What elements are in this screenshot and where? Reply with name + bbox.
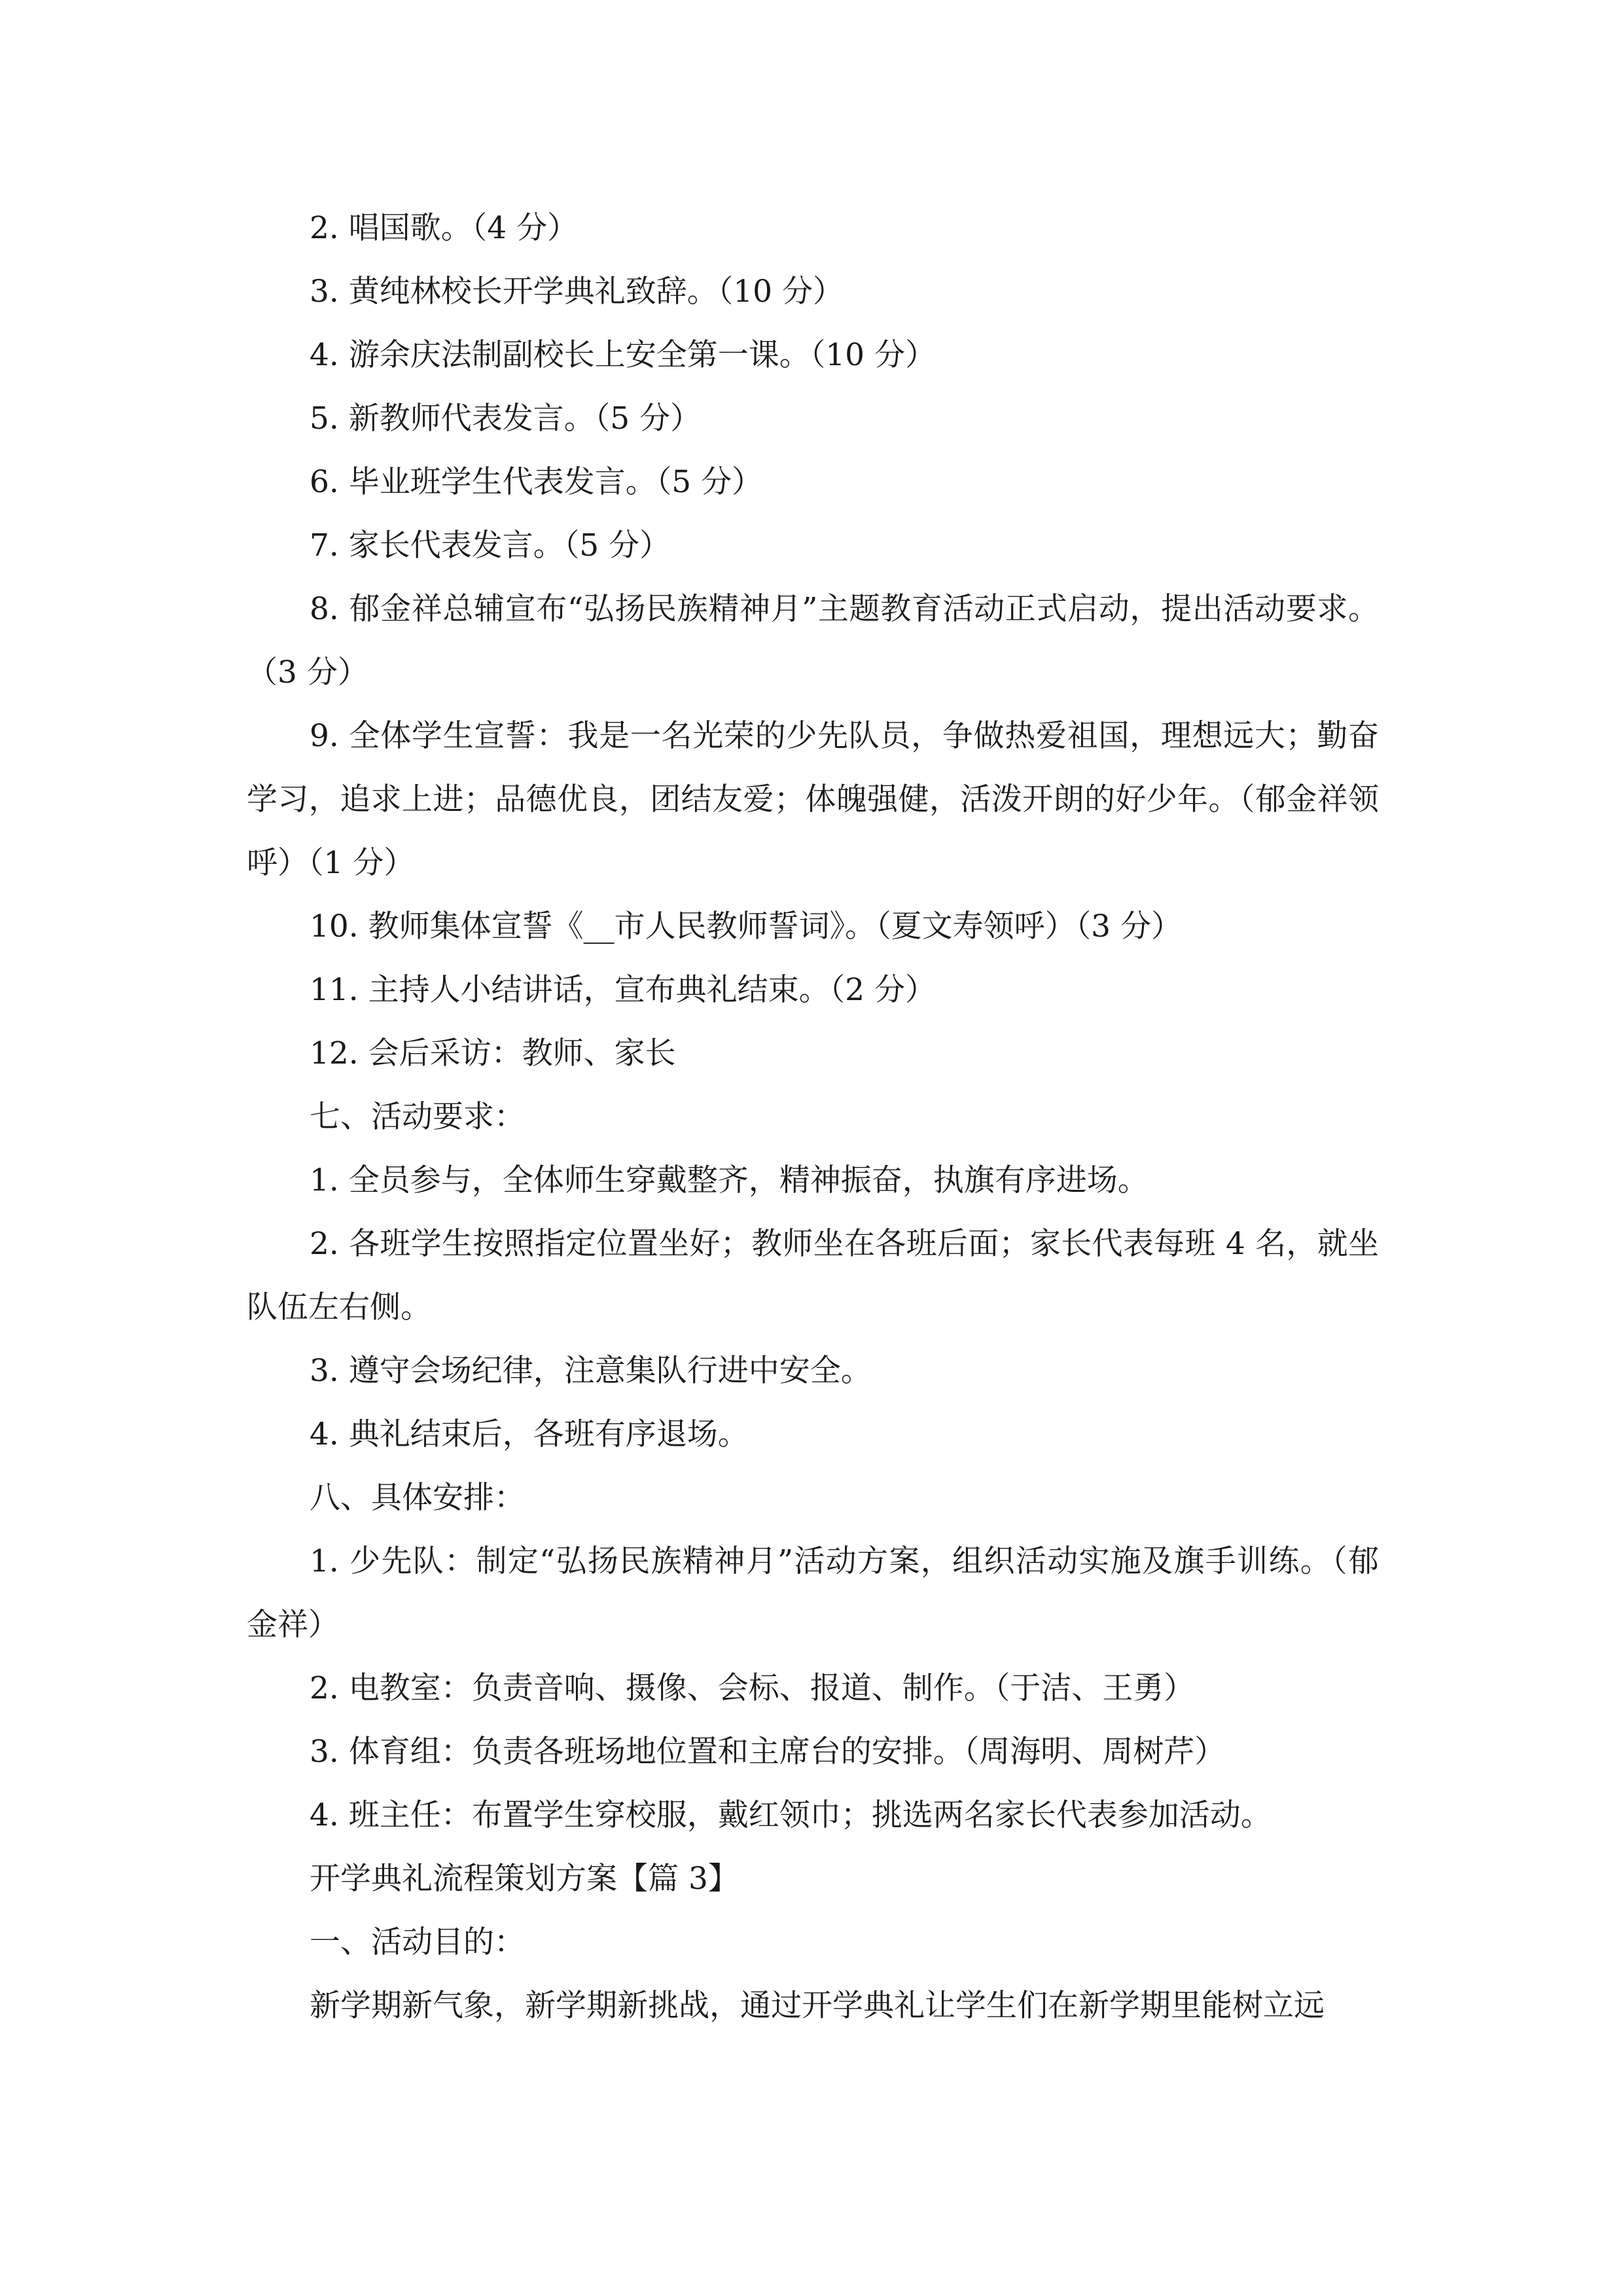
paragraph-item-6-graduate-student: 6. 毕业班学生代表发言。（5 分） — [310, 464, 763, 500]
paragraph-item-11-closing: 11. 主持人小结讲话，宣布典礼结束。（2 分） — [310, 972, 936, 1008]
paragraph-item-10-teacher-oath: 10. 教师集体宣誓《__市人民教师誓词》。（夏文寿领呼）（3 分） — [310, 908, 1183, 944]
paragraph-item-8-launch: 8. 郁金祥总辅宣布“弘扬民族精神月”主题教育活动正式启动，提出活动要求。（3 分） — [247, 591, 1379, 691]
arrangement-item-4: 4. 班主任：布置学生穿校服，戴红领巾；挑选两名家长代表参加活动。 — [310, 1797, 1272, 1833]
section-heading-arrangements: 八、具体安排： — [310, 1480, 525, 1516]
requirement-item-3: 3. 遵守会场纪律，注意集队行进中安全。 — [310, 1353, 872, 1389]
section-heading-requirements: 七、活动要求： — [310, 1099, 525, 1135]
purpose-text: 新学期新气象，新学期新挑战，通过开学典礼让学生们在新学期里能树立远 — [310, 1988, 1325, 2024]
article-title-part-3: 开学典礼流程策划方案【篇 3】 — [310, 1861, 739, 1897]
paragraph-item-12-interview: 12. 会后采访：教师、家长 — [310, 1035, 676, 1071]
paragraph-item-2-anthem: 2. 唱国歌。（4 分） — [310, 210, 579, 246]
arrangement-item-3: 3. 体育组：负责各班场地位置和主席台的安排。（周海明、周树芹） — [310, 1734, 1226, 1770]
arrangement-item-1: 1. 少先队：制定“弘扬民族精神月”活动方案，组织活动实施及旗手训练。（郁金祥） — [247, 1543, 1379, 1643]
paragraph-item-7-parent: 7. 家长代表发言。（5 分） — [310, 528, 671, 564]
paragraph-item-4-safety-lesson: 4. 游余庆法制副校长上安全第一课。（10 分） — [310, 337, 936, 373]
paragraph-item-9-student-oath: 9. 全体学生宣誓：我是一名光荣的少先队员，争做热爱祖国，理想远大；勤奋学习，追求上进；品德优良，团结友爱；体魄强健，活泼开朗的好少年。（郁金祥领呼）（1 分） — [247, 718, 1379, 881]
requirement-item-2: 2. 各班学生按照指定位置坐好；教师坐在各班后面；家长代表每班 4 名，就坐队伍左右侧。 — [247, 1226, 1379, 1325]
arrangement-item-2: 2. 电教室：负责音响、摄像、会标、报道、制作。（于洁、王勇） — [310, 1670, 1195, 1706]
paragraph-item-5-new-teacher: 5. 新教师代表发言。（5 分） — [310, 401, 702, 437]
section-heading-purpose: 一、活动目的： — [310, 1924, 525, 1960]
paragraph-item-3-principal-speech: 3. 黄纯林校长开学典礼致辞。（10 分） — [310, 274, 844, 310]
document-body — [247, 196, 1379, 2037]
requirement-item-4: 4. 典礼结束后，各班有序退场。 — [310, 1416, 749, 1452]
requirement-item-1: 1. 全员参与，全体师生穿戴整齐，精神振奋，执旗有序进场。 — [310, 1162, 1149, 1198]
